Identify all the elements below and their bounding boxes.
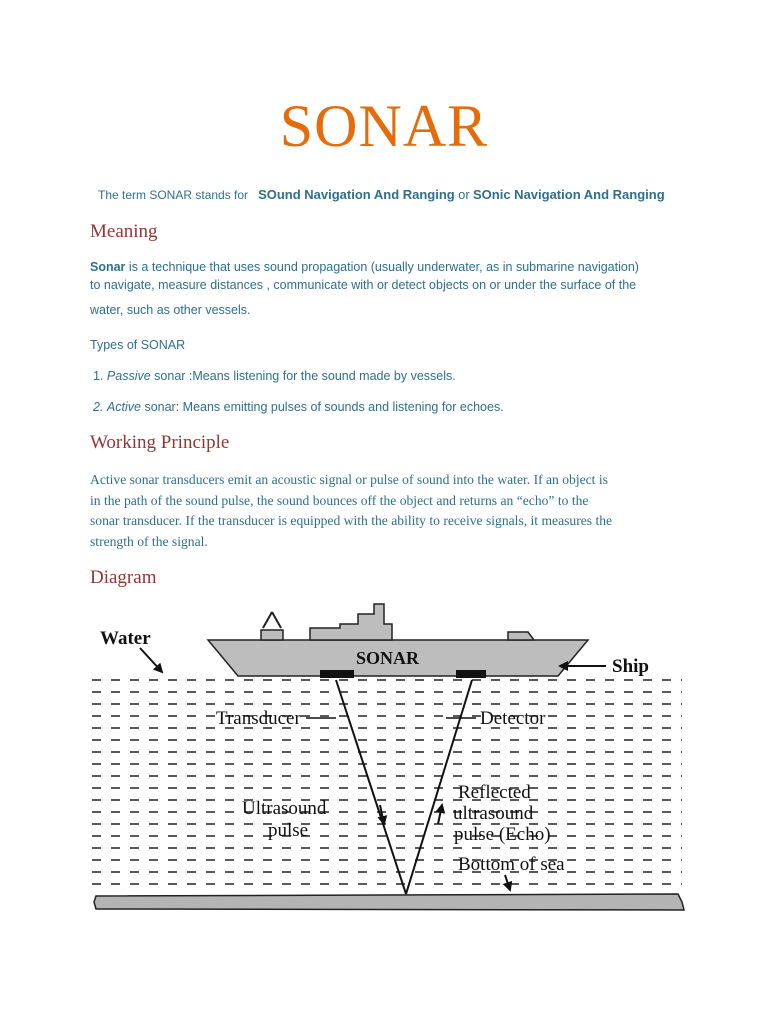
meaning-term: Sonar [90, 260, 126, 274]
meaning-heading: Meaning [90, 221, 158, 242]
sonar-definition [98, 187, 665, 202]
label-reflected: Reflected [458, 782, 531, 803]
working-line-2: in the path of the sound pulse, the sound bounces off the object and returns an “echo” to the [90, 492, 589, 508]
echo-arrow-icon [438, 805, 442, 824]
definition-prefix: The term SONAR stands for [98, 188, 249, 202]
working-principle-text [90, 470, 680, 552]
working-line-1: Active sonar transducers emit an acoustic signal or pulse of sound into the water. If an object is [90, 472, 608, 487]
sea-bottom [94, 894, 684, 910]
label-ship: Ship [612, 656, 649, 677]
transducer-unit [320, 670, 354, 678]
meaning-line-2: to navigate, measure distances , communicate with or detect objects on or under the surface of the [90, 278, 637, 292]
definition-conjunction: or [458, 187, 470, 202]
list-number: 2. [93, 400, 104, 414]
meaning-text-1: is a technique that uses sound propagation (usually underwater, as in submarine navigation) [125, 260, 639, 274]
label-ultrasound: Ultrasound [242, 798, 327, 819]
label-water: Water [100, 628, 151, 649]
working-principle-heading: Working Principle [90, 432, 230, 453]
page-title: SONAR [279, 93, 489, 159]
label-sonar: SONAR [356, 648, 420, 668]
label-echo: pulse (Echo) [454, 824, 551, 845]
bottom-pointer-icon [505, 875, 510, 890]
types-heading: Types of SONAR [90, 338, 186, 352]
types-item-passive [93, 369, 683, 383]
label-bottom: Bottom of sea [458, 854, 565, 875]
definition-expansion-1: SOund Navigation And Ranging [258, 187, 455, 202]
type-name: Passive [106, 369, 151, 383]
type-name: Active [106, 400, 141, 414]
working-line-4: strength of the signal. [90, 533, 208, 549]
detector-unit [456, 670, 486, 678]
type-desc: sonar :Means listening for the sound made by vessels. [150, 369, 456, 383]
types-item-active [93, 400, 683, 414]
label-reflected-ultrasound: ultrasound [453, 803, 534, 824]
meaning-line-3: water, such as other vessels. [90, 303, 251, 317]
water-pointer-icon [140, 648, 162, 672]
list-number: 1. [93, 369, 104, 383]
definition-expansion-2: SOnic Navigation And Ranging [473, 187, 665, 202]
label-pulse: pulse [268, 820, 309, 841]
meaning-line-1 [90, 260, 680, 274]
diagram-heading: Diagram [90, 567, 157, 588]
working-line-3: sonar transducer. If the transducer is equipped with the ability to receive signals, it measures the [90, 513, 613, 528]
water-lines [92, 680, 682, 884]
antenna-icon [263, 612, 281, 628]
type-desc: sonar: Means emitting pulses of sounds and listening for echoes. [140, 400, 504, 414]
label-detector: Detector [480, 708, 546, 729]
sonar-diagram [88, 600, 688, 920]
label-transducer: Transducer [216, 708, 301, 729]
